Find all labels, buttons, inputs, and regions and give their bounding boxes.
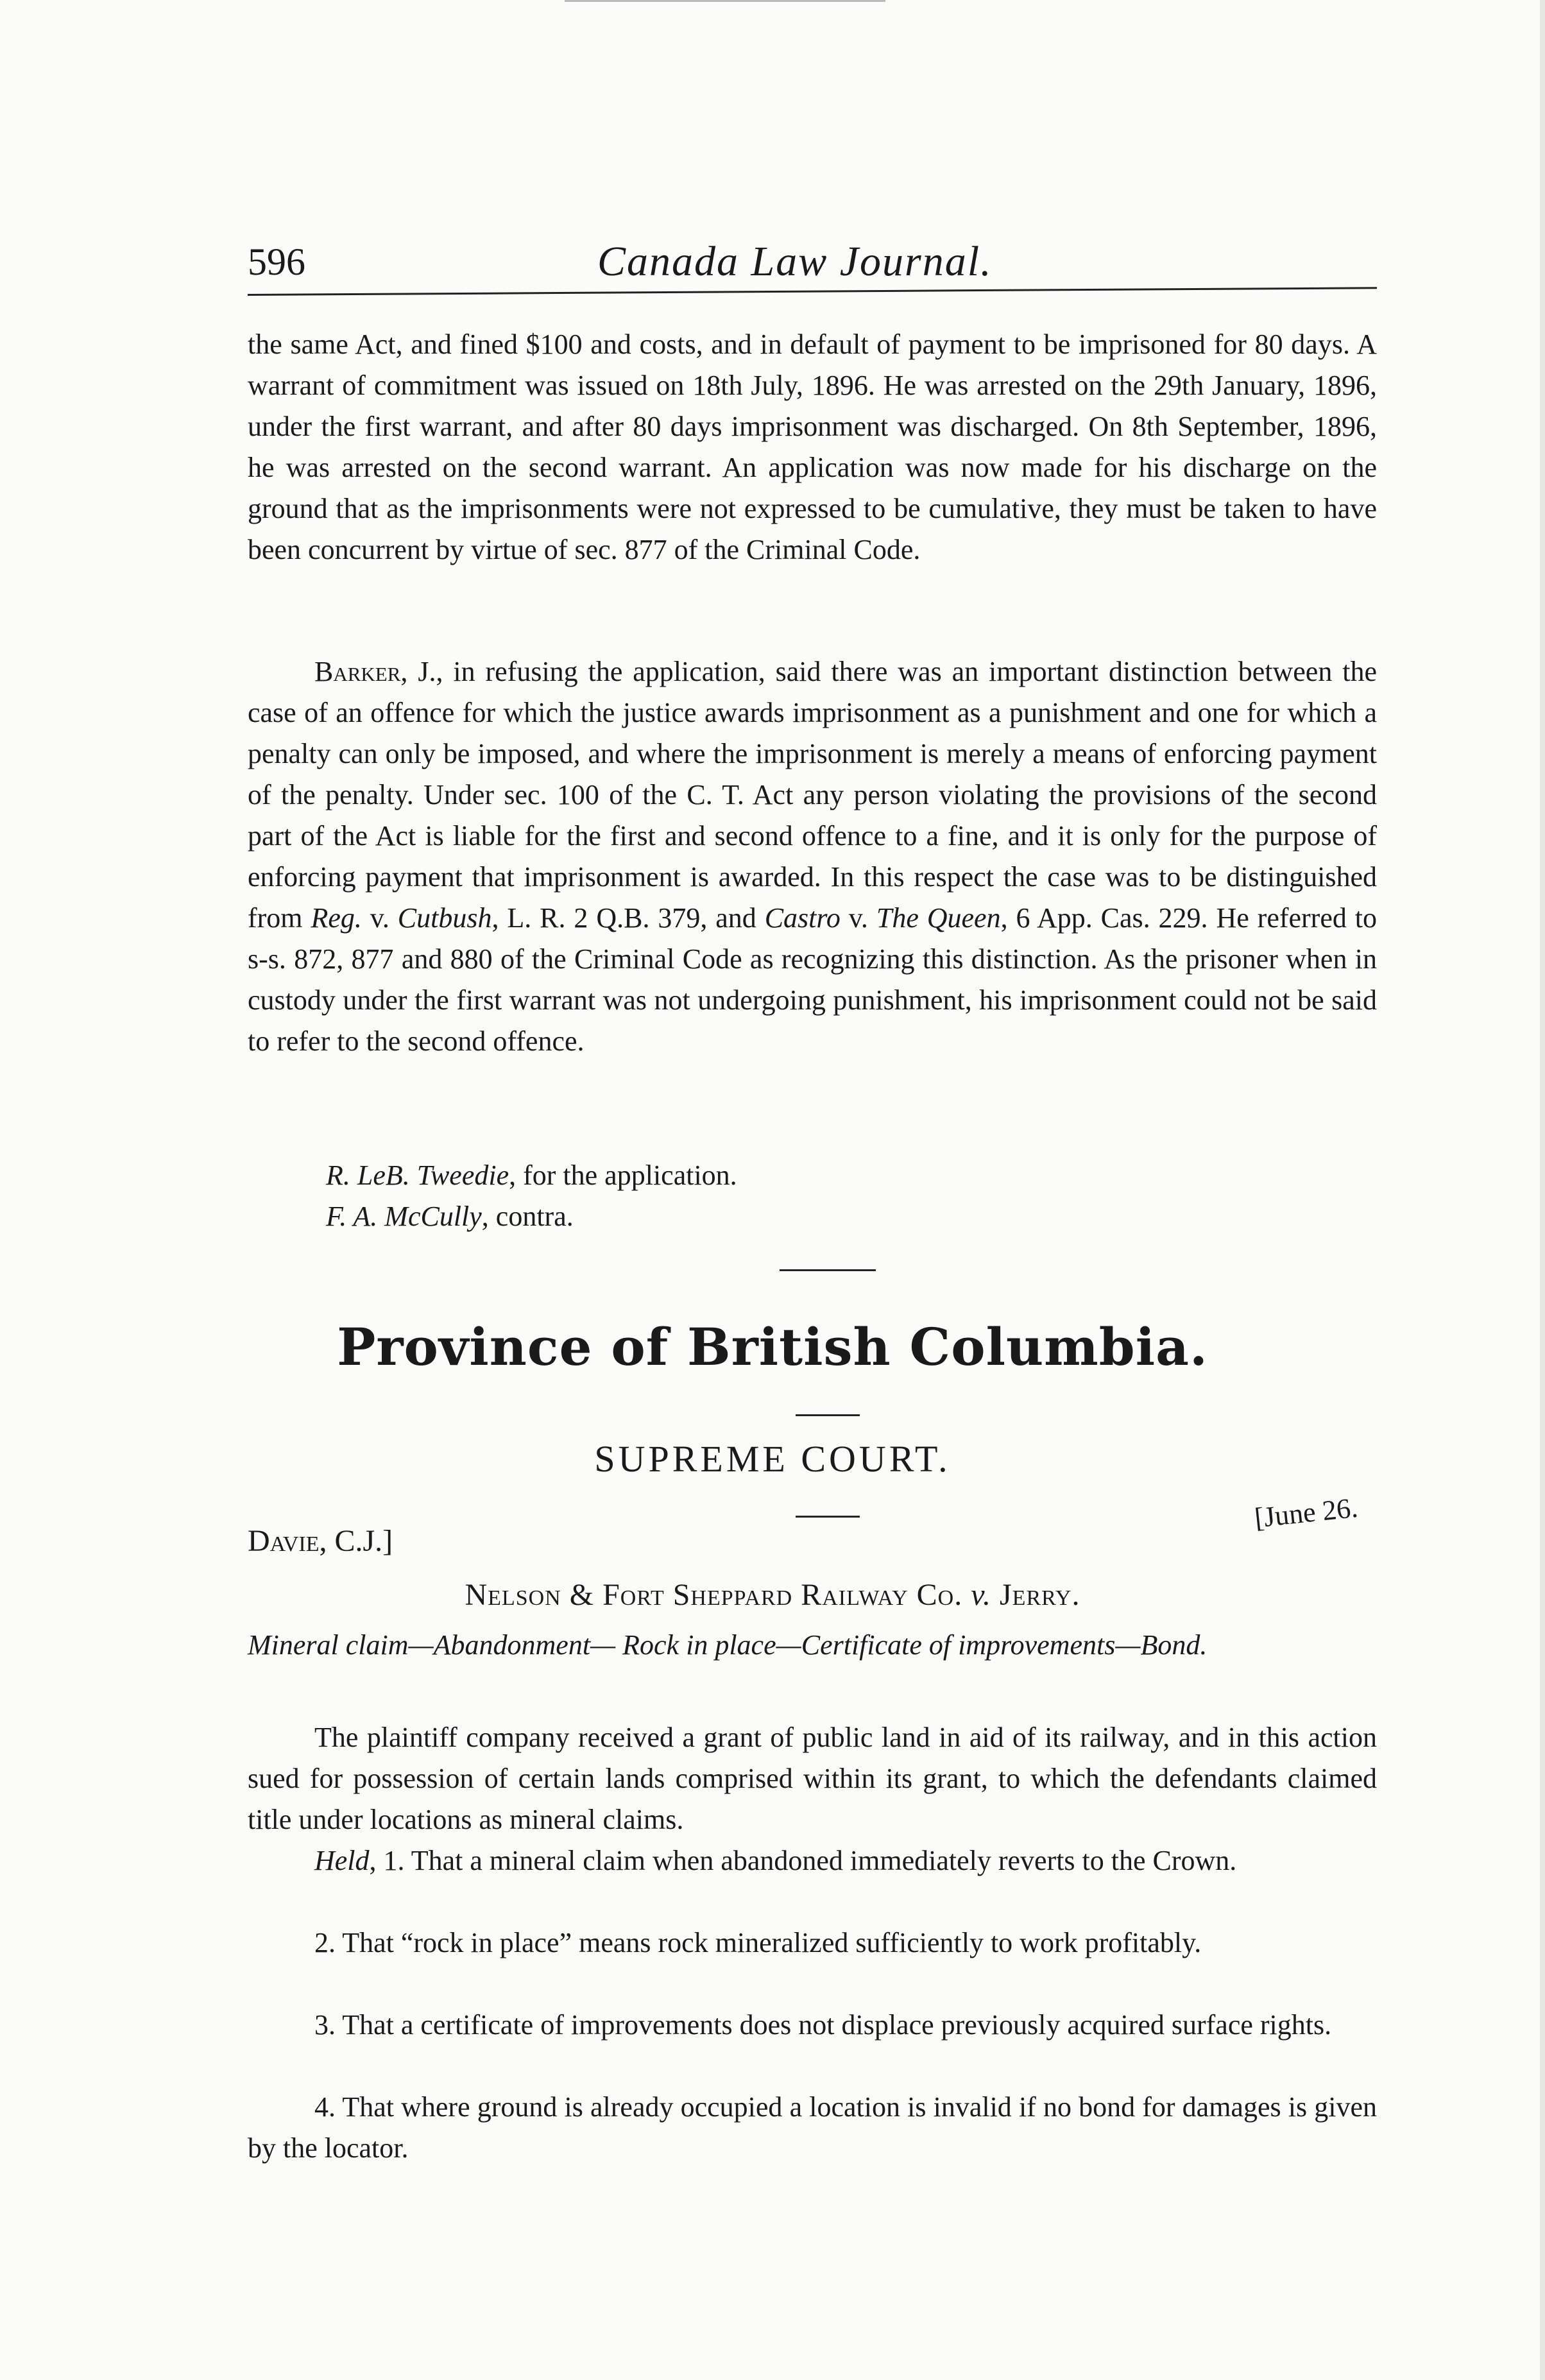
presiding-judge: Davie, C.J.] [248,1524,393,1558]
paragraph-case-facts: the same Act, and fined $100 and costs, and in default of payment to be imprisoned for 80 days. A warrant of commitment was issued on 18th July, 1896. He was arrested on the 29th January, 1896, under the first warrant, and after 80 days imprisonment was discharged. On 8th September, 1896, he was arrested on the second warrant. An application was now made for his discharge on the ground that as the imprisonments were not expressed to be cumulative, they must be taken to have been concurrent by virtue of sec. 877 of the Criminal Code. [248,329,1377,565]
case-title-plaintiff: Nelson & Fort Sheppard Railway Co. [465,1578,971,1612]
counsel-applicant [326,1155,737,1196]
counsel-contra [326,1196,574,1237]
counsel-applicant-role: , for the application. [509,1160,737,1191]
paragraph-held-4: 4. That where ground is already occupied a location is invalid if no bond for damages is given by the locator. [248,2091,1377,2164]
paragraph-held-2: 2. That “rock in place” means rock mineralized sufficiently to work profitably. [314,1927,1202,1958]
judgment-text-1: , in refusing the application, said there was an important distinction between the case of an offence for which the justice awards imprisonment as a punishment and one for which a penalty can only be imposed, and where the imprisonment is merely a means of enforcing payment of the penalty. Under sec. 100 of the C. T. Act any person violating the provisions of the second part of the Act is liable for the first and second offence to a fine, and it is only for the purpose of enforcing payment that imprisonment is awarded. In this respect the case was to be distinguished from [248,656,1377,934]
versus-1: v. [361,902,398,934]
counsel-contra-name: F. A. McCully [326,1201,482,1232]
paragraph-held-1 [248,1840,1377,1881]
case-cite-cutbush: Cutbush [397,902,492,934]
court-rule [796,1516,860,1518]
section-separator-rule [780,1269,876,1271]
case-title-versus: v. [971,1578,991,1612]
versus-2: v. [840,902,876,934]
paragraph-plaintiff-facts: The plaintiff company received a grant of public land in aid of its railway, and in this action sued for possession of certain lands comprised within its grant, to which the defendants claimed title under locations as mineral claims. [248,1722,1377,1835]
paragraph-judgment [248,651,1377,1062]
top-scan-rule [565,0,885,2]
judge-name: Barker, J. [314,656,436,687]
running-header [248,237,1377,289]
heading-rule [796,1414,860,1416]
judgment-text-3: , 6 App. Cas. 229. He referred to s-s. 872, 877 and 880 of the Criminal Code as recognizing this distinction. As the prisoner when in custody under the first warrant was not undergoing punishment, his imprisonment could not be said to refer to the second offence. [248,902,1377,1057]
held-label: Held [314,1845,370,1876]
page-edge-shadow [1540,0,1545,2380]
held-1-text: , 1. That a mineral claim when abandoned immediately reverts to the Crown. [369,1845,1237,1876]
judgment-text-2: , L. R. 2 Q.B. 379, and [491,902,765,934]
court-heading: SUPREME COURT. [594,1438,951,1480]
counsel-contra-role: , contra. [481,1201,574,1232]
case-cite-castro: Castro [764,902,841,934]
header-rule [248,287,1377,296]
case-cite-queen: The Queen [876,902,1001,934]
case-title-defendant: Jerry. [991,1578,1080,1612]
case-cite-reg: Reg. [311,902,362,934]
case-title [0,1577,1545,1613]
headnote-catchwords: Mineral claim—Abandonment— Rock in place—Certificate of improvements—Bond. [248,1629,1208,1661]
page-number: 596 [248,241,305,283]
province-heading: Province of British Columbia. [337,1317,1208,1377]
running-title: Canada Law Journal. [597,238,993,285]
decision-date: [June 26. [1252,1491,1360,1534]
counsel-applicant-name: R. LeB. Tweedie [326,1160,509,1191]
paragraph-held-3: 3. That a certificate of improvements does not displace previously acquired surface rights. [314,2009,1332,2041]
